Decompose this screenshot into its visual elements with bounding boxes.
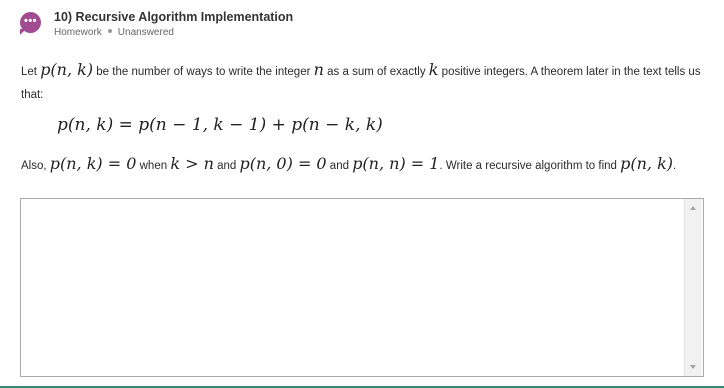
p2-math-4: p(n, n) = 1 bbox=[352, 154, 440, 173]
p2-and-2: and bbox=[326, 160, 353, 172]
scroll-down-arrow-icon[interactable] bbox=[690, 365, 696, 369]
p2-math-3: p(n, 0) = 0 bbox=[239, 154, 327, 173]
question-category: Homework bbox=[54, 27, 102, 38]
p2-and-1: and bbox=[213, 160, 240, 172]
question-badge[interactable] bbox=[20, 12, 41, 33]
p2-end: . bbox=[673, 160, 677, 172]
answer-scrollbar[interactable] bbox=[684, 199, 702, 376]
p2-also: Also, bbox=[21, 160, 50, 172]
p1-text-c: positive integers. A theorem later in the text tells us that: bbox=[21, 66, 701, 101]
p2-when: when bbox=[136, 160, 171, 172]
p2-math-2: k > n bbox=[170, 154, 214, 173]
recurrence-formula: p(n, k) = p(n − 1, k − 1) + p(n − k, k) bbox=[57, 115, 383, 135]
question-status: Unanswered bbox=[117, 27, 174, 38]
p1-let: Let bbox=[21, 66, 41, 78]
problem-paragraph-1 bbox=[21, 58, 709, 107]
p2-math-1: p(n, k) = 0 bbox=[49, 154, 137, 173]
p2-math-5: p(n, k) bbox=[620, 154, 674, 173]
answer-textarea[interactable] bbox=[20, 198, 704, 377]
p1-math-pnk: p(n, k) bbox=[40, 60, 94, 79]
question-meta bbox=[54, 26, 293, 39]
question-header bbox=[20, 9, 293, 39]
p2-write: . Write a recursive algorithm to find bbox=[439, 160, 621, 172]
speech-bubble-tail bbox=[20, 29, 26, 35]
scroll-up-arrow-icon[interactable] bbox=[690, 206, 696, 210]
p1-math-k: k bbox=[428, 60, 439, 79]
p1-text-b: as a sum of exactly bbox=[323, 66, 429, 78]
p1-text-a: be the number of ways to write the integer bbox=[93, 66, 314, 78]
more-icon: ••• bbox=[23, 15, 38, 27]
question-titles bbox=[54, 9, 293, 39]
answer-scrollbar-wrapper bbox=[684, 199, 702, 376]
question-title: 10) Recursive Algorithm Implementation bbox=[54, 10, 294, 24]
problem-paragraph-2 bbox=[21, 152, 709, 178]
meta-separator-dot bbox=[108, 29, 112, 33]
p1-math-n: n bbox=[313, 60, 324, 79]
